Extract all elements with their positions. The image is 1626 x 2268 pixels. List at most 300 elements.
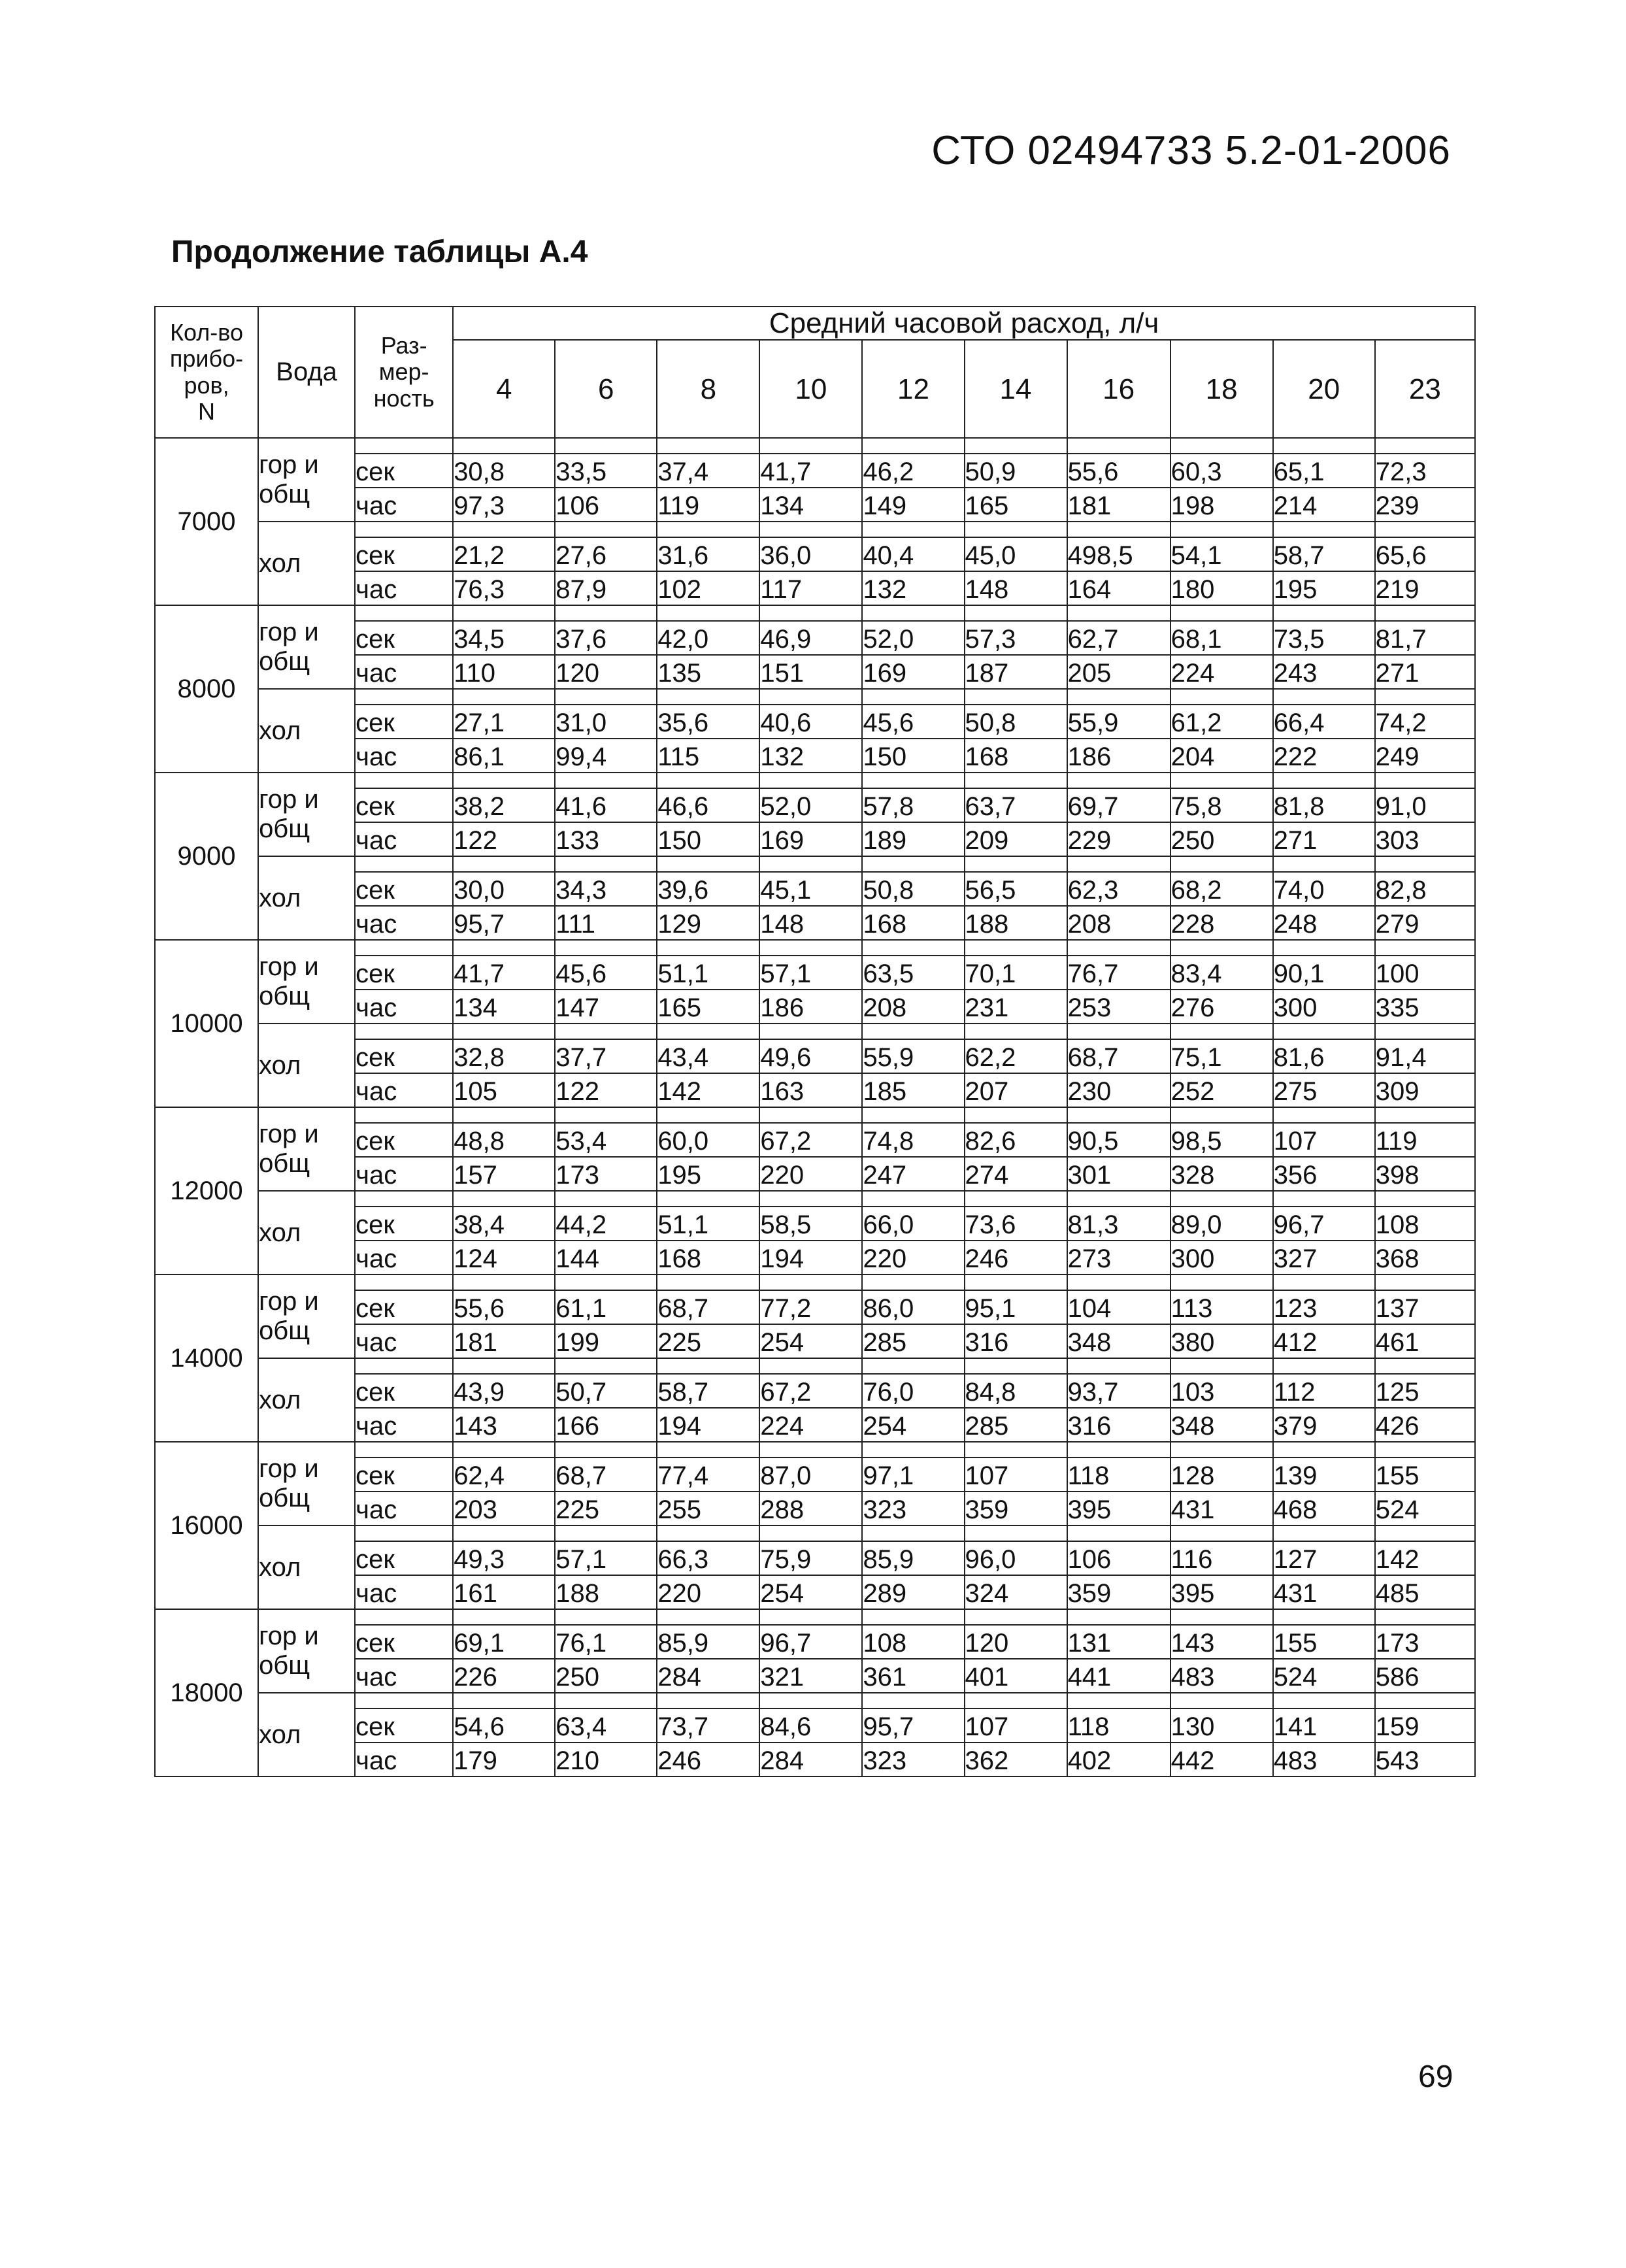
spacer-cell (862, 1191, 964, 1207)
spacer-cell (555, 773, 657, 788)
value-cell: 82,6 (965, 1123, 1067, 1157)
value-cell: 41,7 (759, 454, 862, 488)
spacer-cell (555, 438, 657, 454)
value-cell: 51,1 (657, 956, 759, 990)
unit-cell: сек (355, 705, 453, 739)
value-cell: 220 (862, 1241, 964, 1275)
spacer-row (155, 1275, 1475, 1290)
spacer-cell (453, 522, 555, 537)
value-cell: 63,7 (965, 788, 1067, 822)
value-cell: 168 (965, 739, 1067, 773)
value-cell: 431 (1170, 1492, 1273, 1526)
spacer-cell (657, 438, 759, 454)
unit-cell: час (355, 655, 453, 689)
value-cell: 316 (965, 1324, 1067, 1358)
table-body (155, 438, 1475, 1776)
value-cell: 48,8 (453, 1123, 555, 1157)
value-cell: 75,1 (1170, 1039, 1273, 1073)
spacer-cell (657, 522, 759, 537)
value-cell: 89,0 (1170, 1207, 1273, 1241)
unit-cell: час (355, 990, 453, 1024)
value-cell: 222 (1273, 739, 1375, 773)
value-cell: 36,0 (759, 537, 862, 571)
value-cell: 147 (555, 990, 657, 1024)
unit-spacer-cell (355, 1442, 453, 1458)
spacer-cell (862, 438, 964, 454)
spacer-cell (453, 1107, 555, 1123)
unit-cell: час (355, 1073, 453, 1107)
value-cell: 99,4 (555, 739, 657, 773)
unit-cell: час (355, 1492, 453, 1526)
value-cell: 214 (1273, 488, 1375, 522)
value-cell: 224 (1170, 655, 1273, 689)
water-type-cell: хол (258, 856, 355, 940)
value-cell: 91,4 (1375, 1039, 1475, 1073)
spacer-cell (759, 1609, 862, 1625)
spacer-cell (657, 940, 759, 956)
value-cell: 141 (1273, 1709, 1375, 1743)
spacer-cell (759, 1358, 862, 1374)
spacer-cell (1375, 1191, 1475, 1207)
value-cell: 54,6 (453, 1709, 555, 1743)
value-cell: 43,9 (453, 1374, 555, 1408)
value-cell: 199 (555, 1324, 657, 1358)
value-cell: 300 (1273, 990, 1375, 1024)
value-cell: 128 (1170, 1458, 1273, 1492)
spacer-cell (965, 1526, 1067, 1541)
water-type-cell: хол (258, 1358, 355, 1442)
spacer-cell (657, 1191, 759, 1207)
value-cell: 208 (862, 990, 964, 1024)
spacer-cell (555, 1107, 657, 1123)
water-type-cell: хол (258, 1526, 355, 1609)
value-cell: 300 (1170, 1241, 1273, 1275)
spacer-cell (657, 773, 759, 788)
header-text-line: Кол-во (170, 319, 243, 346)
spacer-cell (759, 1442, 862, 1458)
value-cell: 168 (862, 906, 964, 940)
value-cell: 62,7 (1067, 621, 1170, 655)
value-cell: 55,6 (1067, 454, 1170, 488)
value-cell: 524 (1375, 1492, 1475, 1526)
value-cell: 85,9 (657, 1625, 759, 1659)
value-cell: 169 (862, 655, 964, 689)
unit-cell: час (355, 1659, 453, 1693)
value-cell: 81,3 (1067, 1207, 1170, 1241)
unit-cell: сек (355, 788, 453, 822)
value-cell: 68,7 (657, 1290, 759, 1324)
value-cell: 87,0 (759, 1458, 862, 1492)
spacer-row (155, 1442, 1475, 1458)
header-unit (355, 307, 453, 438)
spacer-cell (1375, 605, 1475, 621)
unit-spacer-cell (355, 773, 453, 788)
device-count-cell: 18000 (155, 1609, 258, 1776)
spacer-cell (1273, 438, 1375, 454)
value-cell: 44,2 (555, 1207, 657, 1241)
spacer-row (155, 1526, 1475, 1541)
spacer-row (155, 1191, 1475, 1207)
spacer-cell (1067, 605, 1170, 621)
water-type-text: гор и общ (259, 1120, 319, 1178)
unit-spacer-cell (355, 1693, 453, 1709)
value-cell: 132 (759, 739, 862, 773)
spacer-cell (862, 1275, 964, 1290)
value-cell: 194 (657, 1408, 759, 1442)
value-cell: 76,3 (453, 571, 555, 605)
spacer-cell (862, 1358, 964, 1374)
spacer-row (155, 856, 1475, 872)
value-cell: 254 (759, 1324, 862, 1358)
spacer-cell (1170, 1024, 1273, 1039)
flow-rate-table (154, 306, 1476, 1777)
spacer-cell (555, 1024, 657, 1039)
spacer-cell (759, 856, 862, 872)
value-cell: 38,4 (453, 1207, 555, 1241)
value-cell: 284 (657, 1659, 759, 1693)
unit-spacer-cell (355, 856, 453, 872)
value-cell: 27,6 (555, 537, 657, 571)
spacer-cell (759, 1526, 862, 1541)
value-cell: 185 (862, 1073, 964, 1107)
spacer-cell (1170, 856, 1273, 872)
value-cell: 65,1 (1273, 454, 1375, 488)
spacer-cell (1067, 1526, 1170, 1541)
value-cell: 45,0 (965, 537, 1067, 571)
value-cell: 45,6 (555, 956, 657, 990)
value-cell: 208 (1067, 906, 1170, 940)
value-cell: 50,8 (965, 705, 1067, 739)
value-cell: 225 (657, 1324, 759, 1358)
value-cell: 173 (555, 1157, 657, 1191)
spacer-cell (1067, 1358, 1170, 1374)
value-cell: 129 (657, 906, 759, 940)
spacer-cell (1067, 689, 1170, 705)
spacer-cell (1375, 856, 1475, 872)
spacer-cell (555, 1275, 657, 1290)
value-cell: 50,9 (965, 454, 1067, 488)
value-cell: 335 (1375, 990, 1475, 1024)
water-type-text: гор и общ (259, 952, 319, 1011)
water-type-text: гор и общ (259, 1622, 319, 1680)
unit-cell: сек (355, 1123, 453, 1157)
value-cell: 67,2 (759, 1123, 862, 1157)
header-flow-14: 14 (965, 340, 1067, 438)
value-cell: 55,9 (1067, 705, 1170, 739)
value-cell: 143 (453, 1408, 555, 1442)
spacer-cell (453, 1024, 555, 1039)
value-cell: 110 (453, 655, 555, 689)
water-type-text: гор и общ (259, 618, 319, 676)
value-cell: 356 (1273, 1157, 1375, 1191)
value-cell: 73,6 (965, 1207, 1067, 1241)
spacer-cell (555, 1358, 657, 1374)
value-cell: 284 (759, 1743, 862, 1776)
spacer-cell (862, 605, 964, 621)
value-cell: 37,6 (555, 621, 657, 655)
spacer-cell (1067, 1693, 1170, 1709)
value-cell: 135 (657, 655, 759, 689)
spacer-row (155, 1693, 1475, 1709)
spacer-cell (1273, 1358, 1375, 1374)
header-text-line: ность (373, 384, 435, 412)
value-cell: 134 (759, 488, 862, 522)
spacer-cell (965, 1693, 1067, 1709)
spacer-cell (1067, 773, 1170, 788)
spacer-cell (453, 438, 555, 454)
unit-cell: сек (355, 1290, 453, 1324)
value-cell: 303 (1375, 822, 1475, 856)
value-cell: 412 (1273, 1324, 1375, 1358)
value-cell: 323 (862, 1743, 964, 1776)
value-cell: 163 (759, 1073, 862, 1107)
device-count-cell: 10000 (155, 940, 258, 1107)
spacer-cell (1067, 438, 1170, 454)
spacer-cell (965, 1191, 1067, 1207)
spacer-cell (1273, 1107, 1375, 1123)
value-cell: 98,5 (1170, 1123, 1273, 1157)
spacer-cell (759, 438, 862, 454)
value-cell: 39,6 (657, 872, 759, 906)
spacer-cell (1273, 1609, 1375, 1625)
value-cell: 83,4 (1170, 956, 1273, 990)
spacer-cell (862, 773, 964, 788)
spacer-cell (1273, 605, 1375, 621)
spacer-cell (1375, 1107, 1475, 1123)
value-cell: 483 (1170, 1659, 1273, 1693)
value-cell: 289 (862, 1575, 964, 1609)
spacer-cell (657, 605, 759, 621)
value-cell: 56,5 (965, 872, 1067, 906)
value-cell: 100 (1375, 956, 1475, 990)
value-cell: 187 (965, 655, 1067, 689)
value-cell: 120 (555, 655, 657, 689)
value-cell: 46,2 (862, 454, 964, 488)
value-cell: 139 (1273, 1458, 1375, 1492)
value-cell: 108 (1375, 1207, 1475, 1241)
value-cell: 51,1 (657, 1207, 759, 1241)
value-cell: 82,8 (1375, 872, 1475, 906)
value-cell: 90,5 (1067, 1123, 1170, 1157)
spacer-cell (453, 1358, 555, 1374)
value-cell: 81,6 (1273, 1039, 1375, 1073)
spacer-cell (1170, 605, 1273, 621)
spacer-cell (862, 1609, 964, 1625)
value-cell: 96,0 (965, 1541, 1067, 1575)
value-cell: 231 (965, 990, 1067, 1024)
value-cell: 181 (1067, 488, 1170, 522)
spacer-cell (453, 1609, 555, 1625)
value-cell: 105 (453, 1073, 555, 1107)
water-type-cell: хол (258, 522, 355, 605)
water-type-cell (258, 605, 355, 689)
value-cell: 188 (555, 1575, 657, 1609)
value-cell: 62,2 (965, 1039, 1067, 1073)
value-cell: 219 (1375, 571, 1475, 605)
spacer-cell (965, 1358, 1067, 1374)
value-cell: 543 (1375, 1743, 1475, 1776)
value-cell: 359 (965, 1492, 1067, 1526)
unit-cell: час (355, 1324, 453, 1358)
spacer-cell (965, 1275, 1067, 1290)
spacer-cell (1375, 940, 1475, 956)
value-cell: 106 (1067, 1541, 1170, 1575)
header-flow-18: 18 (1170, 340, 1273, 438)
value-cell: 279 (1375, 906, 1475, 940)
value-cell: 103 (1170, 1374, 1273, 1408)
unit-cell: час (355, 571, 453, 605)
value-cell: 91,0 (1375, 788, 1475, 822)
value-cell: 130 (1170, 1709, 1273, 1743)
spacer-cell (657, 1024, 759, 1039)
value-cell: 73,7 (657, 1709, 759, 1743)
spacer-cell (759, 1024, 862, 1039)
value-cell: 60,3 (1170, 454, 1273, 488)
unit-cell: час (355, 1408, 453, 1442)
spacer-cell (1067, 940, 1170, 956)
value-cell: 166 (555, 1408, 657, 1442)
spacer-cell (1375, 1024, 1475, 1039)
spacer-cell (453, 605, 555, 621)
spacer-cell (1375, 773, 1475, 788)
value-cell: 86,0 (862, 1290, 964, 1324)
spacer-cell (965, 1107, 1067, 1123)
water-type-cell (258, 438, 355, 522)
value-cell: 84,8 (965, 1374, 1067, 1408)
value-cell: 86,1 (453, 739, 555, 773)
value-cell: 52,0 (862, 621, 964, 655)
spacer-cell (1170, 1526, 1273, 1541)
value-cell: 57,1 (759, 956, 862, 990)
value-cell: 230 (1067, 1073, 1170, 1107)
value-cell: 31,6 (657, 537, 759, 571)
value-cell: 149 (862, 488, 964, 522)
spacer-cell (555, 940, 657, 956)
value-cell: 316 (1067, 1408, 1170, 1442)
value-cell: 209 (965, 822, 1067, 856)
value-cell: 69,1 (453, 1625, 555, 1659)
spacer-cell (1067, 1191, 1170, 1207)
value-cell: 84,6 (759, 1709, 862, 1743)
spacer-cell (657, 1609, 759, 1625)
value-cell: 120 (965, 1625, 1067, 1659)
spacer-cell (1170, 1442, 1273, 1458)
value-cell: 248 (1273, 906, 1375, 940)
spacer-cell (862, 856, 964, 872)
device-count-cell: 16000 (155, 1442, 258, 1609)
value-cell: 398 (1375, 1157, 1475, 1191)
spacer-cell (1273, 522, 1375, 537)
spacer-cell (657, 1442, 759, 1458)
value-cell: 246 (965, 1241, 1067, 1275)
header-flow-20: 20 (1273, 340, 1375, 438)
value-cell: 127 (1273, 1541, 1375, 1575)
header-flow-23: 23 (1375, 340, 1475, 438)
value-cell: 198 (1170, 488, 1273, 522)
spacer-cell (555, 605, 657, 621)
value-cell: 239 (1375, 488, 1475, 522)
header-water: Вода (258, 307, 355, 438)
spacer-cell (657, 1693, 759, 1709)
value-cell: 348 (1067, 1324, 1170, 1358)
water-type-cell: хол (258, 689, 355, 773)
value-cell: 45,1 (759, 872, 862, 906)
unit-spacer-cell (355, 1275, 453, 1290)
value-cell: 273 (1067, 1241, 1170, 1275)
spacer-cell (1273, 856, 1375, 872)
value-cell: 95,7 (453, 906, 555, 940)
unit-cell: сек (355, 1039, 453, 1073)
value-cell: 74,2 (1375, 705, 1475, 739)
spacer-cell (1067, 1442, 1170, 1458)
value-cell: 401 (965, 1659, 1067, 1693)
spacer-cell (965, 773, 1067, 788)
value-cell: 188 (965, 906, 1067, 940)
value-cell: 45,6 (862, 705, 964, 739)
unit-spacer-cell (355, 1358, 453, 1374)
header-flow-4: 4 (453, 340, 555, 438)
water-type-cell: хол (258, 1024, 355, 1107)
value-cell: 164 (1067, 571, 1170, 605)
value-cell: 54,1 (1170, 537, 1273, 571)
water-type-cell (258, 1275, 355, 1358)
header-flow-12: 12 (862, 340, 964, 438)
unit-cell: сек (355, 956, 453, 990)
value-cell: 95,7 (862, 1709, 964, 1743)
value-cell: 107 (965, 1458, 1067, 1492)
unit-spacer-cell (355, 522, 453, 537)
header-device-count (155, 307, 258, 438)
unit-spacer-cell (355, 940, 453, 956)
value-cell: 46,9 (759, 621, 862, 655)
value-cell: 30,0 (453, 872, 555, 906)
value-cell: 38,2 (453, 788, 555, 822)
value-cell: 74,8 (862, 1123, 964, 1157)
spacer-cell (555, 1191, 657, 1207)
value-cell: 285 (965, 1408, 1067, 1442)
spacer-cell (1170, 1609, 1273, 1625)
value-cell: 142 (1375, 1541, 1475, 1575)
value-cell: 76,0 (862, 1374, 964, 1408)
value-cell: 66,0 (862, 1207, 964, 1241)
spacer-cell (1067, 1107, 1170, 1123)
value-cell: 61,2 (1170, 705, 1273, 739)
spacer-row (155, 689, 1475, 705)
value-cell: 30,8 (453, 454, 555, 488)
value-cell: 485 (1375, 1575, 1475, 1609)
value-cell: 165 (965, 488, 1067, 522)
unit-spacer-cell (355, 1024, 453, 1039)
spacer-cell (1375, 438, 1475, 454)
spacer-cell (965, 1609, 1067, 1625)
value-cell: 41,6 (555, 788, 657, 822)
spacer-row (155, 1609, 1475, 1625)
water-type-text: гор и общ (259, 450, 319, 509)
spacer-cell (1375, 1693, 1475, 1709)
value-cell: 461 (1375, 1324, 1475, 1358)
value-cell: 309 (1375, 1073, 1475, 1107)
value-cell: 118 (1067, 1458, 1170, 1492)
value-cell: 77,2 (759, 1290, 862, 1324)
value-cell: 165 (657, 990, 759, 1024)
value-cell: 32,8 (453, 1039, 555, 1073)
spacer-cell (862, 689, 964, 705)
value-cell: 253 (1067, 990, 1170, 1024)
unit-cell: сек (355, 454, 453, 488)
spacer-cell (1375, 522, 1475, 537)
value-cell: 228 (1170, 906, 1273, 940)
unit-cell: сек (355, 872, 453, 906)
